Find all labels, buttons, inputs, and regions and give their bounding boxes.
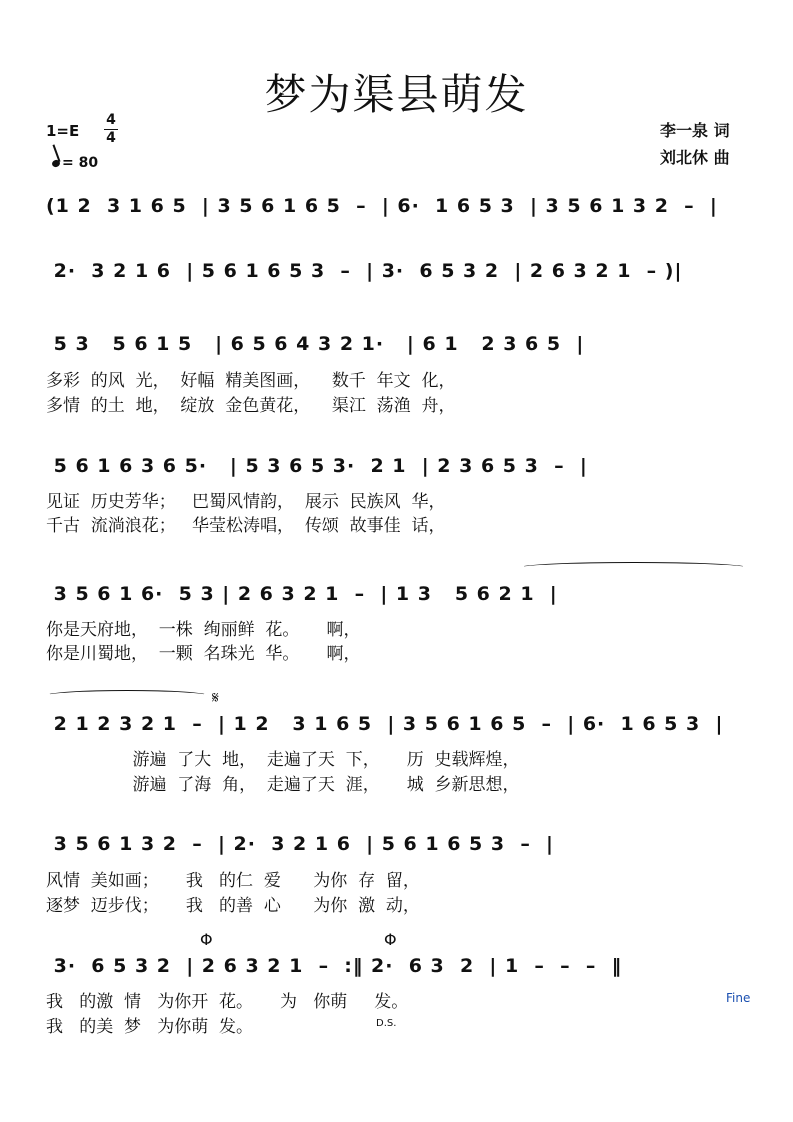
lyric-line-5a: 你是天府地， 一株 绚丽鲜 花。 啊， xyxy=(46,620,361,640)
lyric-line-6a: 游遍 了大 地， 走遍了天 下， 历 史载辉煌， xyxy=(46,750,520,770)
time-bottom: 4 xyxy=(106,130,116,146)
fine-marking: Fine xyxy=(726,991,751,1005)
notation-line-2: 2· 3 2 1 6 | 5 6 1 6 5 3 – | 3· 6 5 3 2 | 2 6 3 2 1 – )| xyxy=(46,260,683,282)
lyric-line-6b: 游遍 了海 角， 走遍了天 涯， 城 乡新思想， xyxy=(46,775,520,795)
tempo-value: = 80 xyxy=(62,155,99,171)
phrase-slur xyxy=(520,562,747,573)
page-title: 梦为渠县萌发 xyxy=(264,70,529,119)
lyric-line-5b: 你是川蜀地， 一颗 名珠光 华。 啊， xyxy=(46,644,361,664)
lyricist: 李一泉 词 xyxy=(660,121,730,140)
lyric-line-3a: 多彩 的风 光， 好幅 精美图画， 数千 年文 化， xyxy=(46,371,456,391)
notation-line-4: 5 6 1 6 3 6 5· | 5 3 6 5 3· 2 1 | 2 3 6 5 3 – | xyxy=(46,455,588,477)
notation-line-6: 2 1 2 3 2 1 – | 1 2 3 1 6 5 | 3 5 6 1 6 5 – | 6· 1 6 5 3 | xyxy=(46,713,724,735)
time-signature xyxy=(104,112,118,147)
notation-line-3: 5 3 5 6 1 5 | 6 5 6 4 3 2 1· | 6 1 2 3 6 5 | xyxy=(46,333,585,355)
notation-line-7: 3 5 6 1 3 2 – | 2· 3 2 1 6 | 5 6 1 6 5 3 – | xyxy=(46,833,554,855)
lyric-line-3b: 多情 的土 地， 绽放 金色黄花， 渠江 荡渔 舟， xyxy=(46,396,456,416)
composer: 刘北休 曲 xyxy=(660,148,730,167)
lyric-line-8b: 我 的美 梦 为你萌 发。 xyxy=(46,1017,254,1037)
coda-icon-1: Φ xyxy=(200,930,213,949)
lyric-line-8a: 我 的激 情 为你开 花。 为 你萌 发。 xyxy=(46,992,409,1012)
segno-icon: 𝄋 xyxy=(212,688,219,707)
notation-line-8: 3· 6 5 3 2 | 2 6 3 2 1 – :‖ 2· 6 3 2 | 1 – – – ‖ xyxy=(46,955,623,977)
lyric-line-7a: 风情 美如画； 我 的仁 爱 为你 存 留， xyxy=(46,871,420,891)
lyric-line-4b: 千古 流淌浪花； 华莹松涛唱， 传颂 故事佳 话， xyxy=(46,516,446,536)
coda-icon-2: Φ xyxy=(384,930,397,949)
ds-marking: D.S. xyxy=(376,1018,397,1029)
notation-line-1: (1 2 3 1 6 5 | 3 5 6 1 6 5 – | 6· 1 6 5 3 | 3 5 6 1 3 2 – | xyxy=(46,195,718,217)
lyric-line-4a: 见证 历史芳华； 巴蜀风情韵， 展示 民族风 华， xyxy=(46,492,446,512)
phrase-slur-cont xyxy=(46,690,208,701)
key-signature: 1=E xyxy=(46,122,80,140)
time-top: 4 xyxy=(106,112,116,128)
tempo-marking xyxy=(52,155,98,171)
quarter-note-icon xyxy=(51,159,61,168)
lyric-line-7b: 逐梦 迈步伐； 我 的善 心 为你 激 动， xyxy=(46,896,420,916)
notation-line-5: 3 5 6 1 6· 5 3 | 2 6 3 2 1 – | 1 3 5 6 2 1 | xyxy=(46,583,558,605)
